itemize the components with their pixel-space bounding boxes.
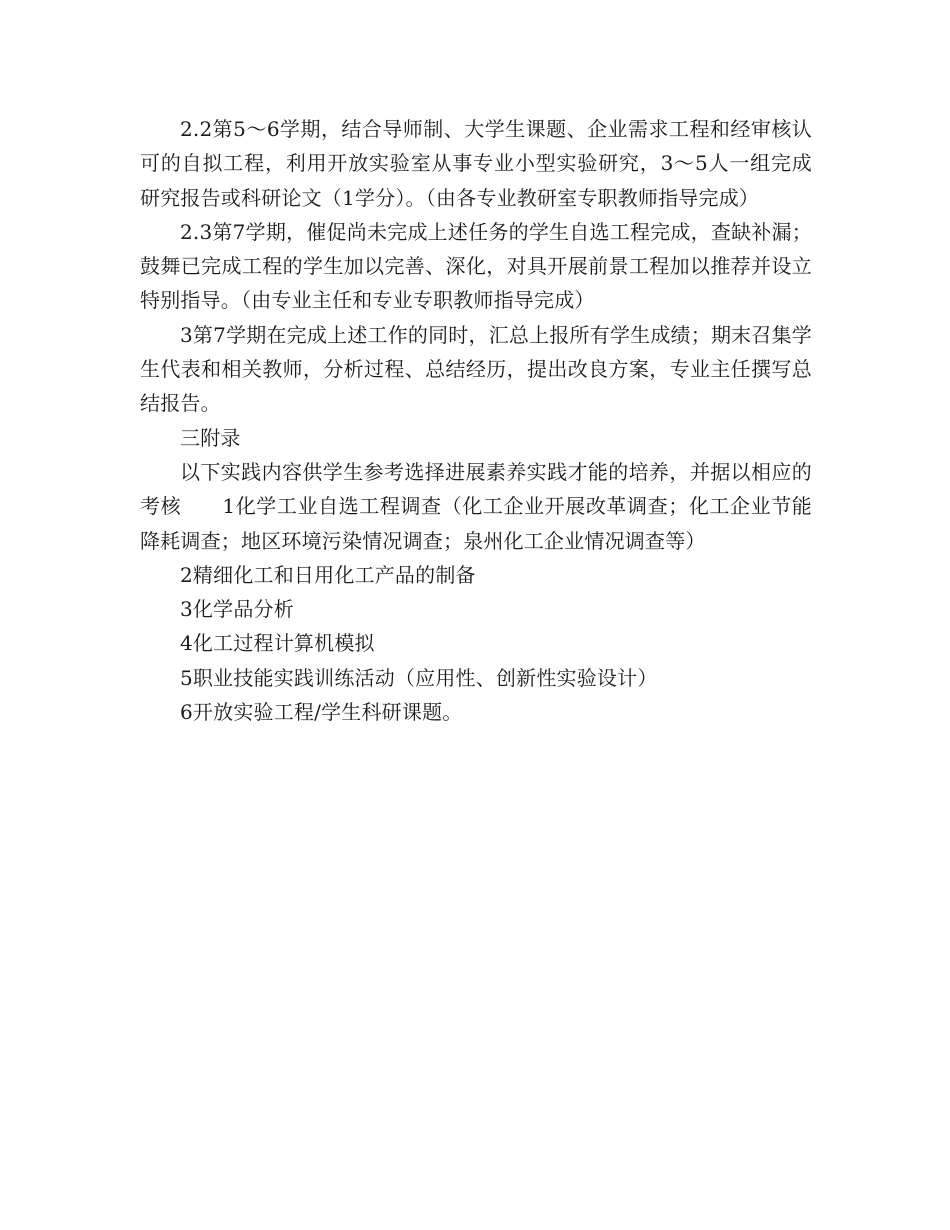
- list-item-2: 2精细化工和日用化工产品的制备: [180, 562, 476, 587]
- paragraph-2-3: 2.3第7学期，催促尚未完成上述任务的学生自选工程完成，查缺补漏；鼓舞已完成工程的学生加以完善、深化，对具开展前景工程加以推荐并设立特别指导。（由专业主任和专业专职教师指导完成）: [140, 219, 812, 313]
- paragraph-2-2: 2.2第5～6学期，结合导师制、大学生课题、企业需求工程和经审核认可的自拟工程，利用开放实验室从事专业小型实验研究，3～5人一组完成研究报告或科研论文（1学分）。（由各专业教研室专职教师指导完成）: [140, 117, 812, 210]
- list-item-3: 3化学品分析: [180, 597, 294, 622]
- paragraph-appendix-intro: 以下实践内容供学生参考选择进展素养实践才能的培养，并据以相应的考核 1化学工业自选工程调查（化工企业开展改革调查；化工企业节能降耗调查；地区环境污染情况调查；泉州化工企业情况调查等）: [140, 459, 812, 553]
- list-item-5: 5职业技能实践训练活动（应用性、创新性实验设计）: [180, 665, 658, 690]
- section-heading-appendix: 三附录: [180, 425, 241, 450]
- paragraph-3: 3第7学期在完成上述工作的同时，汇总上报所有学生成绩；期末召集学生代表和相关教师，分析过程、总结经历，提出改良方案，专业主任撰写总结报告。: [140, 322, 812, 416]
- list-item-6: 6开放实验工程/学生科研课题。: [180, 700, 463, 725]
- list-item-4: 4化工过程计算机模拟: [180, 631, 375, 656]
- document-body: [140, 112, 812, 729]
